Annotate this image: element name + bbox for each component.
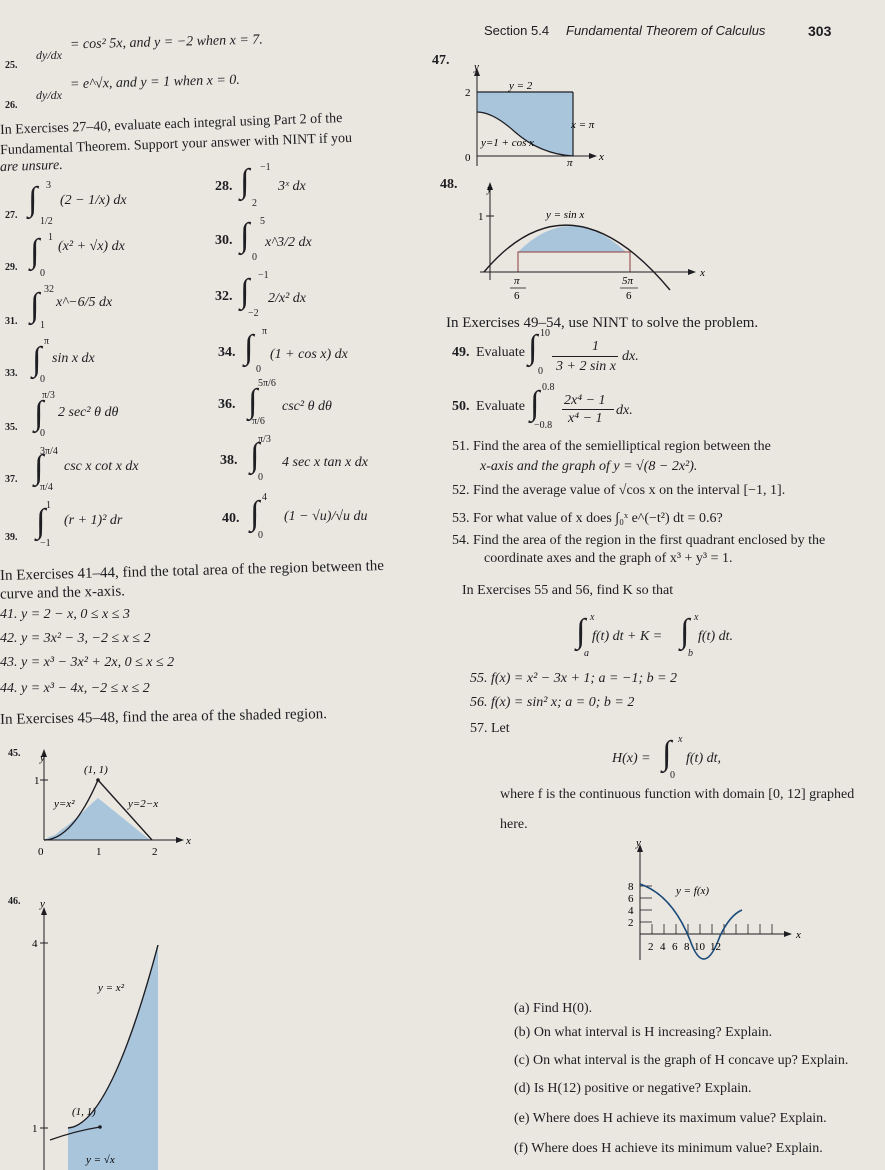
svg-text:1: 1 [478, 211, 484, 223]
svg-text:2: 2 [628, 917, 634, 929]
ex49-integral-sign: ∫ [528, 329, 538, 366]
ex26-text: = e^√x, and y = 1 when x = 0. [69, 72, 240, 93]
h-def-rhs: f(t) dt, [686, 751, 721, 766]
part-a: (a) Find H(0). [514, 1001, 593, 1016]
svg-text:6: 6 [672, 941, 678, 953]
k-eq-right: f(t) dt. [698, 629, 733, 644]
svg-text:4: 4 [628, 905, 634, 917]
k-eq-left: f(t) dt + K = [592, 629, 663, 644]
ex54-line1: 54. Find the area of the region in the first quadrant enclosed by the [452, 533, 826, 548]
svg-text:y = √x: y = √x [86, 1154, 115, 1166]
svg-text:y: y [636, 837, 641, 849]
h-def-lhs: H(x) = [612, 751, 651, 766]
ex49-dx: dx. [622, 349, 639, 364]
svg-text:5π: 5π [622, 275, 634, 287]
svg-text:4: 4 [32, 938, 38, 950]
svg-text:y = x²: y = x² [98, 982, 124, 994]
ex26-number: 26. [5, 100, 18, 111]
svg-text:y=2−x: y=2−x [128, 798, 159, 810]
svg-text:π: π [567, 157, 573, 169]
k-eq-integral-left: ∫ [576, 613, 586, 650]
ex50-word: Evaluate [476, 399, 525, 414]
where-line1: where f is the continuous function with domain [0, 12] graphed [500, 787, 855, 802]
svg-text:1: 1 [32, 1123, 38, 1135]
svg-text:2: 2 [152, 846, 158, 858]
ex50-number: 50. [452, 399, 470, 414]
intro-41-44-line1: In Exercises 41–44, find the total area of the region between the [0, 557, 385, 585]
part-b: (b) On what interval is H increasing? Explain. [514, 1025, 773, 1040]
ex51-line1: 51. Find the area of the semielliptical region between the [452, 439, 771, 454]
ex50-integral-sign: ∫ [530, 385, 540, 422]
fig47-graph [455, 62, 615, 172]
part-e: (e) Where does H achieve its maximum value? Explain. [514, 1111, 827, 1126]
svg-text:2: 2 [648, 941, 654, 953]
intro-45-48: In Exercises 45–48, find the area of the shaded region. [0, 706, 328, 728]
intro-27-40-line1: In Exercises 27–40, evaluate each integral using Part 2 of the [0, 111, 343, 138]
svg-text:y = sin x: y = sin x [546, 209, 585, 221]
k-eq-left-upper: x [590, 612, 595, 623]
svg-text:1: 1 [34, 775, 40, 787]
k-eq-integral-right: ∫ [680, 613, 690, 650]
svg-text:y: y [40, 898, 45, 910]
fig57-graph [612, 837, 812, 970]
ex49-fraction-bar [552, 356, 618, 357]
ex49-denominator: 3 + 2 sin x [556, 359, 616, 374]
svg-text:0: 0 [38, 846, 44, 858]
svg-text:(1, 1): (1, 1) [72, 1106, 96, 1118]
textbook-page: Section 5.4 Fundamental Theorem of Calculus 303 25. dy/dx = cos² 5x, and y = −2 when x = 7. 26. dy/dx = e^√x, and y = 1 when x = 0. In Exercises 27–40, evaluate each integral using Part 2 of the Fundamental Theorem. Support your answer with NINT if you are unsure. 27. ∫ 3 1/2 (2 − 1/x) dx 28. ∫ −1 2 3ˣ dx 29. ∫ 1 0 (x² + √x) dx 30. ∫ 5 0 x^3/2 dx 31. ∫ 32 1 x^−6/5 dx 32. ∫ −1 −2 2/x² dx 33. ∫ π 0 sin x dx 34. ∫ π 0 (1 + cos x) dx 35. ∫ π/3 0 2 sec² θ dθ 36. ∫ 5π/6 π/6 csc² θ dθ 37. ∫ 3π/4 π/4 csc x cot x dx 38. ∫ π/3 0 4 sec x tan x dx 39. ∫ 1 −1 (r + 1)² dr 40. ∫ 4 0 (1 − √u)/√u du In Exercises 41–44, find the total area of the region between the curve and the x-axis. 41. y = 2 − x, 0 ≤ x ≤ 3 42. y = 3x² − 3, −2 ≤ x ≤ 2 43. y = x³ − 3x² + 2x, 0 ≤ x ≤ 2 44. y = x³ − 4x, −2 ≤ x ≤ 2 In Exercises 45–48, find the area of the shaded region. 45. y x 1 0 1 2 (1, 1) y=x² y=2−x 46. y 4 1 y = x² (1, 1) y = √x 47. y 2 0 y = 2 y=1 + cos x x = π π x 48. y 1 y = sin x x π 6 5π 6 In Exercises 49–54, use NINT to solve the problem. 49. Evaluate ∫ 10 0 1 3 + 2 sin x dx. 50. Evaluate ∫ 0.8 −0.8 2x⁴ − 1 x⁴ − 1 dx. 51. Find the area of the semielliptical region between the x-axis and the graph of y = √(8 − 2x²). 52. Find the average value of √cos x on the interval [−1, 1]. 53. For what value of x does ∫₀ˣ e^(−t²) dt = 0.6? 54. Find the area of the region in the first quadrant enclosed by the coordinate axes and the graph of x³ + y³ = 1. In Exercises 55 and 56, find K so that ∫ x a f(t) dt + K = ∫ x b f(t) dt. 55. f(x) = x² − 3x + 1; a = −1; b = 2 56. f(x) = sin² x; a = 0; b = 2 57. Let H(x) = ∫ x 0 f(t) dt, where f is the continuous function with domain [0, 12] graphed here. y x y = f(x) 8 6 4 2 2 4 6 8 10 12 (a) Find H(0). (b) On what interval is H increasing? Explain. (c) On what interval is the graph of H concave up? Explain. (d) Is H(12) positive or negative? Explain. (e) Where does H achieve its maximum value? Explain. (f) Where does H achieve its minimum value? Explain. [0, 0, 885, 1170]
svg-text:6: 6 [628, 893, 634, 905]
intro-27-40-line2: Fundamental Theorem. Support your answer with NINT if you [0, 130, 353, 159]
section-label: Section 5.4 [484, 23, 550, 38]
svg-text:6: 6 [514, 290, 520, 302]
svg-text:4: 4 [660, 941, 666, 953]
ex43: 43. y = x³ − 3x² + 2x, 0 ≤ x ≤ 2 [0, 655, 175, 670]
fig45-graph [20, 745, 220, 865]
svg-text:y: y [40, 752, 45, 764]
svg-text:y = 2: y = 2 [509, 80, 533, 92]
svg-text:y = f(x): y = f(x) [676, 885, 710, 897]
ex44: 44. y = x³ − 4x, −2 ≤ x ≤ 2 [0, 681, 150, 696]
ex49-lower: 0 [538, 366, 543, 377]
ex56: 56. f(x) = sin² x; a = 0; b = 2 [470, 695, 635, 710]
intro-49-54: In Exercises 49–54, use NINT to solve the problem. [446, 315, 759, 331]
ex42: 42. y = 3x² − 3, −2 ≤ x ≤ 2 [0, 631, 151, 646]
fig47-number: 47. [432, 53, 450, 68]
ex25-number: 25. [5, 60, 18, 71]
page-number: 303 [808, 23, 832, 39]
svg-text:x: x [700, 267, 705, 279]
section-title: Fundamental Theorem of Calculus [566, 23, 766, 38]
ex52: 52. Find the average value of √cos x on the interval [−1, 1]. [452, 483, 786, 498]
svg-text:8: 8 [684, 941, 690, 953]
svg-text:1: 1 [96, 846, 102, 858]
fig46-number: 46. [8, 896, 21, 907]
ex25-text: = cos² 5x, and y = −2 when x = 7. [69, 32, 263, 53]
svg-text:π: π [514, 275, 520, 287]
svg-text:12: 12 [710, 941, 721, 953]
ex53: 53. For what value of x does ∫₀ˣ e^(−t²) dt = 0.6? [452, 511, 723, 526]
ex54-line2: coordinate axes and the graph of x³ + y³ = 1. [484, 551, 733, 566]
ex26-derivative: dy/dx [36, 88, 62, 102]
intro-27-40-line3: are unsure. [0, 157, 63, 176]
svg-text:8: 8 [628, 881, 634, 893]
svg-text:y: y [474, 61, 479, 73]
fig46-graph [20, 895, 190, 1165]
svg-text:(1, 1): (1, 1) [84, 764, 108, 776]
svg-text:2: 2 [465, 87, 471, 99]
svg-text:y=x²: y=x² [54, 798, 75, 810]
k-eq-left-lower: a [584, 648, 589, 659]
h-def-integral: ∫ [662, 735, 672, 772]
svg-text:x = π: x = π [571, 119, 595, 131]
fig48-number: 48. [440, 177, 458, 192]
k-eq-right-lower: b [688, 648, 693, 659]
ex50-denominator: x⁴ − 1 [568, 411, 603, 426]
part-c: (c) On what interval is the graph of H concave up? Explain. [514, 1053, 849, 1068]
ex50-dx: dx. [616, 403, 633, 418]
intro-55-56: In Exercises 55 and 56, find K so that [462, 583, 674, 598]
ex49-number: 49. [452, 345, 470, 360]
svg-text:x: x [796, 929, 801, 941]
ex41: 41. y = 2 − x, 0 ≤ x ≤ 3 [0, 607, 130, 622]
ex50-lower: −0.8 [534, 420, 553, 431]
h-def-lower: 0 [670, 770, 675, 781]
ex57: 57. Let [470, 721, 510, 736]
ex49-numerator: 1 [592, 339, 599, 354]
ex25-derivative: dy/dx [36, 48, 62, 62]
svg-text:6: 6 [626, 290, 632, 302]
svg-text:y=1 + cos x: y=1 + cos x [481, 137, 535, 149]
ex55: 55. f(x) = x² − 3x + 1; a = −1; b = 2 [470, 671, 678, 686]
svg-text:10: 10 [694, 941, 705, 953]
svg-text:x: x [186, 835, 191, 847]
ex51-line2: x-axis and the graph of y = √(8 − 2x²). [480, 459, 698, 474]
svg-text:y: y [487, 183, 492, 195]
where-line2: here. [500, 817, 528, 832]
intro-41-44-line2: curve and the x-axis. [0, 583, 126, 603]
part-d: (d) Is H(12) positive or negative? Explain. [514, 1081, 752, 1096]
part-f: (f) Where does H achieve its minimum value? Explain. [514, 1141, 823, 1156]
fig48-graph [470, 180, 730, 300]
svg-text:0: 0 [465, 152, 471, 164]
ex49-upper: 10 [540, 328, 550, 339]
ex49-word: Evaluate [476, 345, 525, 360]
k-eq-right-upper: x [694, 612, 699, 623]
ex50-upper: 0.8 [542, 382, 555, 393]
ex50-numerator: 2x⁴ − 1 [564, 393, 606, 408]
svg-text:x: x [599, 151, 604, 163]
h-def-upper: x [678, 734, 683, 745]
fig45-number: 45. [8, 748, 21, 759]
